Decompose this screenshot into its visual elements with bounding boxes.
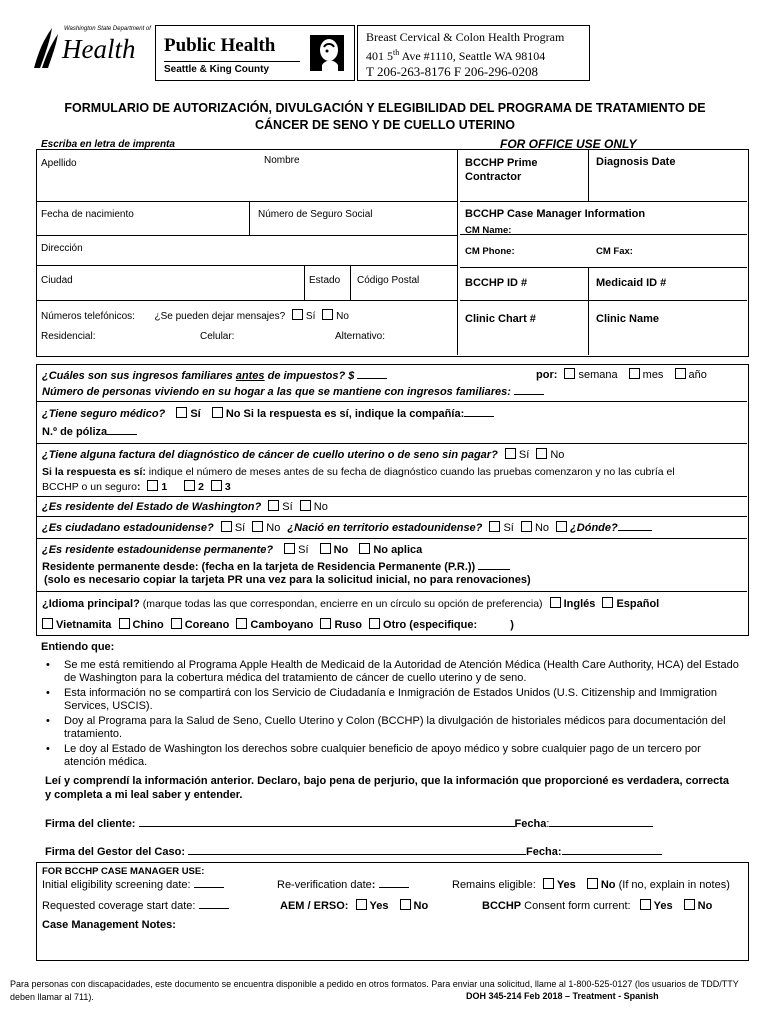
insurance-yes-label: Sí (190, 408, 201, 420)
consent-row (482, 899, 712, 912)
remains-label: Remains eligible: (452, 879, 536, 891)
q-divider (37, 516, 747, 517)
where-input[interactable] (618, 521, 652, 531)
month-checkbox[interactable] (629, 368, 640, 379)
chinese-label: Chino (132, 619, 164, 631)
bill-yes-label: Sí (518, 449, 530, 461)
form-code: DOH 345-214 Feb 2018 – Treatment - Spanish (466, 991, 659, 1001)
messages-label: ¿Se pueden dejar mensajes? (154, 311, 286, 322)
logo-divider (164, 61, 300, 62)
reverify-label: Re-verification date (277, 879, 372, 891)
language-options (38, 618, 514, 631)
where-checkbox[interactable] (556, 521, 567, 532)
perm-since-input[interactable] (478, 560, 510, 570)
lang-text: ¿Idioma principal? (42, 598, 140, 610)
requested-start-label: Requested coverage start date: (42, 900, 196, 912)
clinic-chart-field[interactable]: Clinic Chart # (465, 313, 536, 325)
months-3-label: 3 (224, 481, 231, 493)
perm-since-text: Residente permanente desde: (fecha en la tarjeta de Residencia Permanente (P.R.)) (42, 561, 476, 573)
manager-date-label: Fecha (526, 846, 558, 858)
bcchp-id-field[interactable]: BCCHP ID # (465, 277, 528, 289)
office-col-line (588, 150, 589, 201)
case-notes-label[interactable]: Case Management Notes: (42, 919, 176, 931)
cm-box-heading: FOR BCCHP CASE MANAGER USE: (42, 866, 205, 877)
birthdate-field[interactable]: Fecha de nacimiento (41, 209, 134, 220)
aem-yes-label: Yes (369, 900, 389, 912)
requested-start-row (42, 899, 229, 912)
public-health-subtitle: Seattle & King County (164, 64, 270, 75)
insurance-text: ¿Tiene seguro médico? (42, 408, 166, 420)
perm-na-label: No aplica (373, 544, 423, 556)
perm-since-row (42, 560, 510, 573)
household-text: Número de personas viviendo en su hogar a las que se mantiene con ingresos familiares: (42, 386, 511, 398)
ssn-field[interactable]: Número de Seguro Social (258, 209, 373, 220)
q-divider (37, 443, 747, 444)
alt-phone-field[interactable]: Alternativo: (335, 331, 386, 342)
aem-erso-row (280, 899, 428, 912)
row-line (37, 300, 457, 301)
months-1-checkbox[interactable] (147, 480, 158, 491)
perm-yes-label: Sí (298, 544, 309, 556)
korean-checkbox[interactable] (171, 618, 182, 629)
row-line (37, 235, 457, 236)
consent-no-label: No (697, 900, 713, 912)
q-divider (37, 496, 747, 497)
wa-yes-checkbox[interactable] (268, 500, 279, 511)
bill-question (42, 448, 564, 461)
household-question (42, 385, 544, 398)
cambodian-checkbox[interactable] (236, 618, 247, 629)
office-use-label: FOR OFFICE USE ONLY (500, 137, 637, 151)
born-no-checkbox[interactable] (521, 521, 532, 532)
aem-no-checkbox[interactable] (400, 899, 411, 910)
russian-checkbox[interactable] (320, 618, 331, 629)
manager-signature-row: Firma del Gestor del Caso: Fecha: (45, 845, 662, 858)
wa-resident-question (42, 500, 328, 513)
spanish-label: Español (616, 598, 660, 610)
doh-health-text: Health (62, 34, 136, 64)
perm-note: (solo es necesario copiar la tarjeta PR una vez para la solicitud inicial, no para renovaciones) (44, 574, 531, 586)
income-text-antes: antes (235, 370, 265, 382)
english-checkbox[interactable] (550, 597, 561, 608)
col-line (350, 265, 351, 300)
program-phone: T 206-263-8176 F 206-296-0208 (366, 64, 539, 79)
week-label: semana (578, 369, 618, 381)
reverify-input[interactable] (379, 878, 409, 888)
year-checkbox[interactable] (675, 368, 686, 379)
zip-field[interactable]: Código Postal (357, 275, 420, 286)
income-text-b: de impuestos? $ (264, 370, 355, 382)
remains-explain: (If no, explain in notes) (618, 879, 730, 891)
understand-item: • Le doy al Estado de Washington los derechos sobre cualquier beneficio de apoyo médico y sobre cualquier pago de un tercero por atención médica. (40, 743, 740, 769)
diagnosis-date-field[interactable]: Diagnosis Date (596, 156, 676, 168)
insurance-no-checkbox[interactable] (212, 407, 223, 418)
born-no-label: No (534, 522, 549, 534)
office-row-line (460, 201, 747, 202)
client-signature-row: Firma del cliente: Fecha: (45, 817, 653, 830)
office-use-box (460, 150, 747, 355)
born-yes-label: Sí (503, 522, 514, 534)
year-label: año (688, 369, 707, 381)
public-health-title: Public Health (164, 35, 276, 56)
manager-date-input[interactable] (562, 845, 662, 855)
client-signature-label: Firma del cliente: (45, 818, 136, 830)
english-label: Inglés (563, 598, 596, 610)
citizen-question (42, 521, 652, 534)
manager-signature-label: Firma del Gestor del Caso: (45, 846, 185, 858)
perm-no-label: No (333, 544, 349, 556)
print-note: Escriba en letra de imprenta (41, 139, 175, 150)
program-name: Breast Cervical & Colon Health Program (366, 30, 565, 44)
program-address (366, 45, 589, 64)
client-date-input[interactable] (549, 817, 653, 827)
doh-logo (28, 24, 151, 74)
wa-yes-label: Sí (282, 501, 293, 513)
week-checkbox[interactable] (564, 368, 575, 379)
spanish-checkbox[interactable] (602, 597, 613, 608)
office-col-line (588, 267, 589, 355)
consent-label: Consent form current: (521, 900, 631, 912)
other-label: Otro (especifique: (383, 619, 478, 631)
king-county-portrait-icon (310, 35, 344, 71)
wa-no-label: No (313, 501, 328, 513)
doh-logo-icon (28, 24, 62, 72)
form-title: FORMULARIO DE AUTORIZACIÓN, DIVULGACIÓN Y ELEGIBILIDAD DEL PROGRAMA DE TRATAMIENTO DE CÁNCER DE SENO Y DE CUELLO UTERINO (64, 101, 706, 132)
clinic-name-field[interactable]: Clinic Name (596, 313, 659, 325)
other-close: ) (510, 619, 514, 631)
initial-screening-label: Initial eligibility screening date: (42, 879, 191, 891)
income-text-a: ¿Cuáles son sus ingresos familiares (42, 370, 236, 382)
address-start: 401 5 (366, 49, 393, 63)
initial-screening-input[interactable] (194, 878, 224, 888)
understand-item: • Esta información no se compartirá con los Servicio de Ciudadanía e Inmigración de Estados Unidos (U.S. Citizenship and Immigration Services, USCIS). (40, 687, 740, 713)
months-2-checkbox[interactable] (184, 480, 195, 491)
citizen-text: ¿Es ciudadano estadounidense? (42, 522, 214, 534)
perm-na-checkbox[interactable] (359, 543, 370, 554)
months-1-label: 1 (161, 481, 168, 493)
remains-eligible-row (452, 878, 730, 891)
cm-fax-field[interactable]: CM Fax: (596, 246, 633, 257)
nombre-field[interactable]: Nombre (264, 155, 300, 166)
reverify-row: Re-verification date: (277, 878, 409, 891)
language-question (42, 597, 659, 610)
bill-no-label: No (550, 449, 565, 461)
income-question (42, 369, 387, 382)
phones-label: Números telefónicos: (41, 311, 135, 322)
client-signature-input[interactable] (139, 817, 515, 827)
address-field[interactable]: Dirección (41, 243, 83, 254)
bill-yes-checkbox[interactable] (505, 448, 516, 459)
policy-label: N.º de póliza (42, 426, 108, 438)
remains-yes-label: Yes (556, 879, 576, 891)
medicaid-id-field[interactable]: Medicaid ID # (596, 277, 667, 289)
cm-phone-field[interactable]: CM Phone: (465, 246, 515, 257)
messages-yes-label: Sí (305, 311, 316, 322)
city-field[interactable]: Ciudad (41, 275, 73, 286)
vietnamese-checkbox[interactable] (42, 618, 53, 629)
permanent-question (42, 543, 422, 556)
messages-yes-checkbox[interactable] (292, 309, 303, 320)
aem-label: AEM / ERSO: (280, 900, 349, 912)
understand-heading: Entiendo que: (41, 641, 115, 653)
insurance-yes-checkbox[interactable] (176, 407, 187, 418)
state-field[interactable]: Estado (309, 275, 341, 286)
col-line (249, 201, 250, 235)
policy-input[interactable] (107, 425, 137, 435)
understand-list (40, 659, 740, 771)
residential-phone-field[interactable]: Residencial: (41, 331, 96, 342)
doh-small-text: Washington State Department of (64, 26, 151, 32)
q-divider (37, 591, 747, 592)
declaration: Leí y comprendí la información anterior. Declaro, bajo pena de perjurio, que la información que proporcioné es verdadera, correcta y completa a mi leal saber y entender. (45, 775, 730, 801)
address-sup: th (393, 48, 400, 57)
insurance-company-label: Si la respuesta es sí, indique la compañía: (243, 408, 465, 420)
prime-contractor-field[interactable]: BCCHP Prime Contractor (465, 157, 538, 183)
born-text: ¿Nació en territorio estadounidense? (287, 522, 483, 534)
phones-row (41, 309, 349, 322)
q-divider (37, 538, 747, 539)
personal-info-table (36, 149, 749, 357)
remains-yes-checkbox[interactable] (543, 878, 554, 889)
chinese-checkbox[interactable] (119, 618, 130, 629)
initial-screening-row (42, 878, 224, 891)
remains-no-checkbox[interactable] (587, 878, 598, 889)
understand-item: • Doy al Programa para la Salud de Seno, Cuello Uterino y Colon (BCCHP) la divulgación de historiales médicos para documentación del tratamiento. (40, 715, 740, 741)
messages-no-checkbox[interactable] (322, 309, 333, 320)
citizen-yes-checkbox[interactable] (221, 521, 232, 532)
korean-label: Coreano (184, 619, 230, 631)
client-date-label: Fecha (514, 818, 547, 830)
cm-info-label: BCCHP Case Manager Information (465, 208, 646, 220)
insurance-no-label: No (225, 408, 241, 420)
months-2-label: 2 (198, 481, 204, 493)
insurance-question (42, 407, 494, 420)
month-label: mes (642, 369, 664, 381)
policy-row (42, 425, 137, 438)
bill-detail-bold: Si la respuesta es sí: (42, 466, 146, 478)
por-label: por: (536, 369, 558, 381)
bill-detail (42, 466, 675, 478)
q-divider (37, 401, 747, 402)
born-yes-checkbox[interactable] (489, 521, 500, 532)
office-col-divider (457, 150, 458, 355)
wa-no-checkbox[interactable] (300, 500, 311, 511)
lang-note: (marque todas las que correspondan, encierre en un círculo su opción de preferencia) (139, 598, 543, 610)
aem-no-label: No (413, 900, 429, 912)
cell-phone-field[interactable]: Celular: (200, 331, 235, 342)
consent-no-checkbox[interactable] (684, 899, 695, 910)
bill-detail-text: indique el número de meses antes de su fecha de diagnóstico cuando las pruebas comenzaron y no las cubría el (145, 466, 675, 478)
household-input[interactable] (514, 385, 544, 395)
col-line (304, 265, 305, 300)
bill-text: ¿Tiene alguna factura del diagnóstico de cáncer de cuello uterino o de seno sin pagar? (42, 449, 498, 461)
office-row-line (460, 300, 747, 301)
other-checkbox[interactable] (369, 618, 380, 629)
consent-bold: BCCHP (482, 900, 522, 912)
insurance-company-input[interactable] (464, 407, 494, 417)
requested-start-input[interactable] (199, 899, 229, 909)
cambodian-label: Camboyano (250, 619, 314, 631)
citizen-no-checkbox[interactable] (252, 521, 263, 532)
income-input[interactable] (357, 369, 387, 379)
accessibility-note: Para personas con discapacidades, este documento se encuentra disponible a pedido en otros formatos. Para enviar una solicitud, llame al 1-800-525-0127 (los usuarios de TDD/TTY deben llamar al 711). (10, 979, 739, 1002)
bill-no-checkbox[interactable] (536, 448, 547, 459)
vietnamese-label: Vietnamita (56, 619, 112, 631)
row-line (37, 265, 457, 266)
program-info-box (357, 25, 590, 81)
office-row-line (460, 267, 747, 268)
understand-item: • Se me está remitiendo al Programa Apple Health de Medicaid de la Autoridad de Atención Médica (Health Care Authority, HCA) del Estado de Washington para la cobertura médica del tratamiento de cáncer de cuello uterino y de seno. (40, 659, 740, 685)
cm-name-field[interactable]: CM Name: (465, 225, 512, 236)
citizen-no-label: No (266, 522, 281, 534)
questions-block (36, 364, 749, 636)
remains-no-label: No (600, 879, 616, 891)
consent-yes-label: Yes (653, 900, 673, 912)
citizen-yes-label: Sí (234, 522, 246, 534)
consent-yes-checkbox[interactable] (640, 899, 651, 910)
case-manager-box (36, 862, 749, 961)
where-text: ¿Dónde? (570, 522, 618, 534)
apellido-field[interactable]: Apellido (41, 158, 77, 169)
wa-text: ¿Es residente del Estado de Washington? (42, 501, 262, 513)
aem-yes-checkbox[interactable] (356, 899, 367, 910)
months-3-checkbox[interactable] (211, 480, 222, 491)
manager-signature-input[interactable] (188, 845, 526, 855)
perm-yes-checkbox[interactable] (284, 543, 295, 554)
messages-no-label: No (336, 311, 349, 322)
bill-months-row: BCCHP o un seguro: 1 2 3 (42, 481, 231, 493)
public-health-logo (155, 25, 355, 81)
address-end: Ave #1110, Seattle WA 98104 (399, 49, 546, 63)
income-period (536, 368, 707, 381)
perm-text: ¿Es residente estadounidense permanente? (42, 544, 274, 556)
russian-label: Ruso (334, 619, 362, 631)
perm-no-checkbox[interactable] (320, 543, 331, 554)
bill-line2: BCCHP o un seguro (42, 481, 137, 493)
row-line (37, 201, 457, 202)
